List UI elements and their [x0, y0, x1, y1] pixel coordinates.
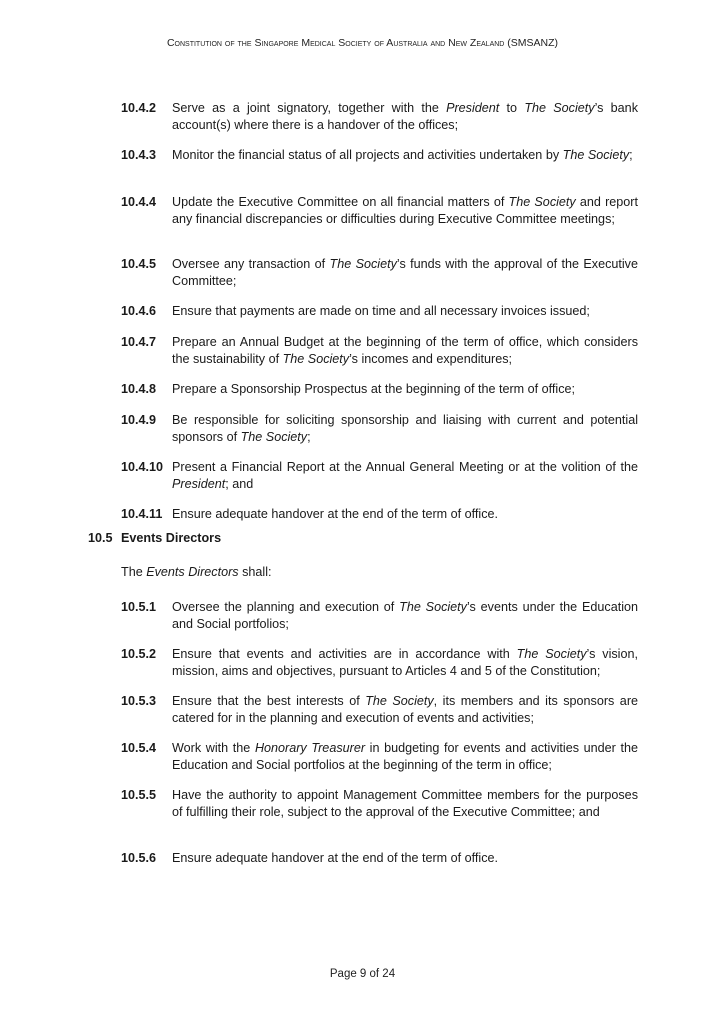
clause-number: 10.4.10 — [121, 460, 164, 474]
clause-text: Update the Executive Committee on all financial matters of The Society and report any financial discrepancies or difficulties during Executive Committee meetings; — [172, 195, 638, 226]
list-item — [121, 740, 638, 773]
clause-text: Monitor the financial status of all projects and activities undertaken by The Society; — [172, 148, 633, 162]
clause-number: 10.5.3 — [121, 694, 157, 708]
page-footer — [0, 968, 725, 980]
clause-number: 10.5.4 — [121, 741, 157, 755]
section-heading — [88, 531, 221, 545]
clause-number: 10.4.2 — [121, 101, 157, 115]
clause-text: Oversee any transaction of The Society’s funds with the approval of the Executive Committee; — [172, 257, 638, 288]
clause-number: 10.4.6 — [121, 304, 157, 318]
list-item — [121, 412, 638, 445]
section-title: Events Directors — [121, 531, 222, 545]
clause-number: 10.4.5 — [121, 257, 157, 271]
clause-number: 10.5.6 — [121, 851, 157, 865]
clause-text: Ensure that events and activities are in accordance with The Society’s vision, mission, aims and objectives, pursuant to Articles 4 and 5 of the Constitution; — [172, 647, 638, 678]
clause-number: 10.5.2 — [121, 647, 157, 661]
clause-number: 10.4.8 — [121, 382, 157, 396]
clause-number: 10.4.9 — [121, 413, 157, 427]
page-header — [0, 37, 725, 49]
clause-text: Prepare an Annual Budget at the beginning of the term of office, which considers the sustainability of The Society’s incomes and expenditures; — [172, 335, 638, 366]
list-item — [121, 459, 638, 492]
clause-text: Have the authority to appoint Management Committee members for the purposes of fulfilling their role, subject to the approval of the Executive Committee; and — [172, 788, 638, 819]
list-item — [121, 599, 638, 632]
list-item — [121, 194, 638, 227]
page-number: Page 9 of 24 — [329, 968, 396, 980]
clause-text: Prepare a Sponsorship Prospectus at the beginning of the term of office; — [172, 382, 576, 396]
list-item — [121, 506, 638, 523]
clause-text: Present a Financial Report at the Annual General Meeting or at the volition of the President; and — [172, 460, 638, 491]
list-item — [121, 303, 638, 320]
clause-number: 10.4.7 — [121, 335, 157, 349]
list-item — [121, 787, 638, 820]
list-item — [121, 693, 638, 726]
list-item — [121, 334, 638, 367]
clause-text: Ensure that the best interests of The Society, its members and its sponsors are catered for in the planning and execution of events and activities; — [172, 694, 639, 725]
list-item — [121, 100, 638, 133]
clause-number: 10.5.1 — [121, 600, 157, 614]
clause-text: Be responsible for soliciting sponsorship and liaising with current and potential sponsors of The Society; — [172, 413, 638, 444]
section-intro: The Events Directors shall: — [121, 565, 272, 579]
clause-text: Ensure adequate handover at the end of the term of office. — [172, 851, 499, 865]
clause-number: 10.4.11 — [121, 507, 163, 521]
list-item — [121, 646, 638, 679]
list-item — [121, 381, 638, 398]
list-item — [121, 850, 638, 867]
clause-number: 10.5.5 — [121, 788, 157, 802]
clause-text: Work with the Honorary Treasurer in budgeting for events and activities under the Education and Social portfolios at the beginning of the term in office; — [172, 741, 638, 772]
clause-text: Ensure adequate handover at the end of the term of office. — [172, 507, 499, 521]
clause-text: Serve as a joint signatory, together with the President to The Society’s bank account(s) where there is a handover of the offices; — [172, 101, 638, 132]
clause-text: Oversee the planning and execution of The Society’s events under the Education and Social portfolios; — [172, 600, 639, 631]
clause-number: 10.4.3 — [121, 148, 157, 162]
clause-number: 10.4.4 — [121, 195, 157, 209]
list-item — [121, 256, 638, 289]
list-item — [121, 147, 638, 164]
clause-text: Ensure that payments are made on time and all necessary invoices issued; — [172, 304, 590, 318]
section-number: 10.5 — [88, 531, 113, 545]
document-title: Constitution of the Singapore Medical Society of Australia and New Zealand (SMSANZ) — [166, 37, 559, 49]
